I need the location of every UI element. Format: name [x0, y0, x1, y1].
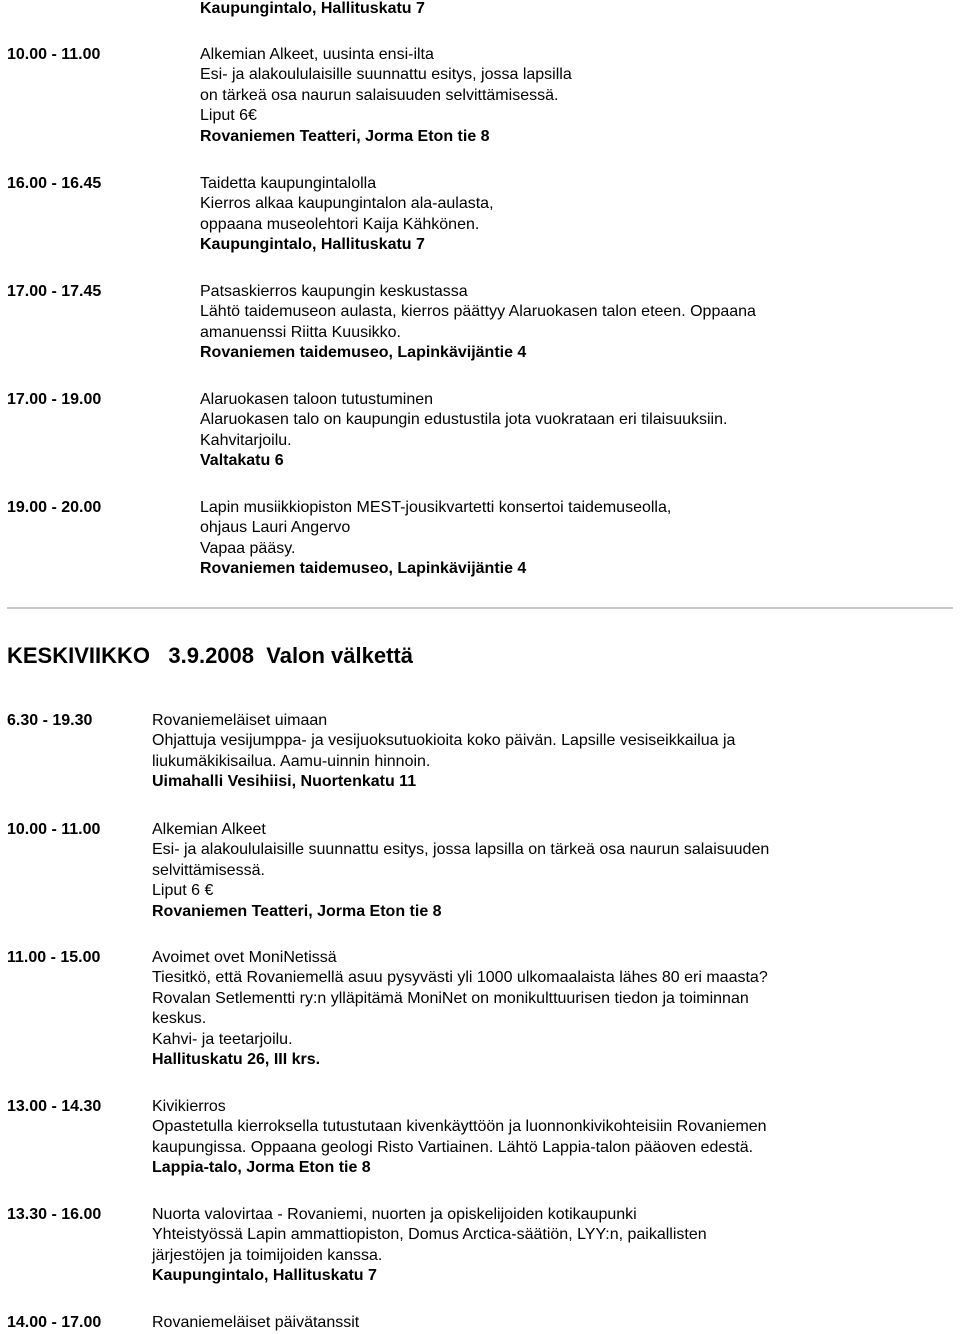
event-title: Rovaniemeläiset päivätanssit: [152, 1314, 360, 1331]
event-desc-line: Lähtö taidemuseon aulasta, kierros päättyy Alaruokasen talon eteen. Oppaana: [200, 303, 756, 321]
event-title: Nuorta valovirtaa - Rovaniemi, nuorten ja opiskelijoiden kotikaupunki: [152, 1206, 637, 1223]
section-divider: [7, 607, 953, 609]
event-title: Alkemian Alkeet, uusinta ensi-ilta: [200, 46, 434, 63]
event-location: Rovaniemen taidemuseo, Lapinkävijäntie 4: [200, 344, 527, 362]
event-desc-line: Esi- ja alakoululaisille suunnattu esitys, jossa lapsilla on tärkeä osa naurun salaisuuden: [152, 841, 770, 859]
event-desc-line: Tiesitkö, että Rovaniemellä asuu pysyvästi yli 1000 ulkomaalaista lähes 80 eri maasta?: [152, 969, 768, 987]
event-desc-line: Rovalan Setlementti ry:n ylläpitämä MoniNet on monikulttuurisen tiedon ja toiminnan: [152, 989, 749, 1007]
event-desc-line: Alaruokasen talo on kaupungin edustustila jota vuokrataan eri tilaisuuksiin.: [200, 411, 728, 429]
event-desc-line: Opastetulla kierroksella tutustutaan kivenkäyttöön ja luonnonkivikohteisiin Rovaniemen: [152, 1118, 767, 1136]
event-title: Patsaskierros kaupungin keskustassa: [200, 283, 468, 300]
event-desc-line: ohjaus Lauri Angervo: [200, 519, 351, 537]
event-time: 16.00 - 16.45: [7, 175, 102, 192]
event-desc-line: liukumäkikisailua. Aamu-uinnin hinnoin.: [152, 752, 431, 770]
event-desc-line: järjestöjen ja toimijoiden kanssa.: [152, 1246, 383, 1264]
event-desc-line: Liput 6€: [200, 107, 257, 125]
event-location: Kaupungintalo, Hallituskatu 7: [152, 1267, 377, 1285]
event-time: 17.00 - 19.00: [7, 391, 102, 408]
event-title: Kivikierros: [152, 1098, 226, 1115]
event-desc-line: Yhteistyössä Lapin ammattiopiston, Domus Arctica-säätiön, LYY:n, paikallisten: [152, 1226, 707, 1244]
event-location: Rovaniemen Teatteri, Jorma Eton tie 8: [152, 902, 442, 920]
event-title: Rovaniemeläiset uimaan: [152, 712, 328, 729]
event-time: 13.30 - 16.00: [7, 1206, 102, 1223]
event-desc-line: Esi- ja alakoululaisille suunnattu esitys, jossa lapsilla: [200, 66, 572, 84]
event-time: 13.00 - 14.30: [7, 1098, 102, 1115]
event-title: Alaruokasen taloon tutustuminen: [200, 391, 434, 408]
event-title: Lapin musiikkiopiston MEST-jousikvartetti konsertoi taidemuseolla,: [200, 499, 672, 516]
event-desc-line: amanuenssi Riitta Kuusikko.: [200, 323, 401, 341]
event-location: Rovaniemen Teatteri, Jorma Eton tie 8: [200, 127, 490, 145]
event-time: 10.00 - 11.00: [7, 821, 101, 838]
event-desc-line: oppaana museolehtori Kaija Kähkönen.: [200, 215, 480, 233]
event-title: Alkemian Alkeet: [152, 821, 266, 838]
day-name: KESKIVIIKKO: [7, 643, 151, 668]
event-location: Rovaniemen taidemuseo, Lapinkävijäntie 4: [200, 560, 527, 578]
event-title: Avoimet ovet MoniNetissä: [152, 949, 337, 966]
day-date: 3.9.2008: [168, 643, 255, 668]
day-heading: [7, 642, 413, 670]
event-desc-line: on tärkeä osa naurun salaisuuden selvittämisessä.: [200, 86, 559, 104]
event-desc-line: keskus.: [152, 1010, 207, 1028]
event-time: 10.00 - 11.00: [7, 46, 101, 63]
event-desc-line: Kahvitarjoilu.: [200, 431, 292, 449]
event-desc-line: Kahvi- ja teetarjoilu.: [152, 1030, 293, 1048]
event-title: Taidetta kaupungintalolla: [200, 175, 377, 192]
event-location: Kaupungintalo, Hallituskatu 7: [200, 0, 425, 17]
event-desc-line: Vapaa pääsy.: [200, 539, 296, 557]
event-location: Uimahalli Vesihiisi, Nuortenkatu 11: [152, 773, 417, 791]
event-desc-line: Liput 6 €: [152, 882, 214, 900]
event-time: 11.00 - 15.00: [7, 949, 101, 966]
event-location: Kaupungintalo, Hallituskatu 7: [200, 236, 425, 254]
event-time: 14.00 - 17.00: [7, 1314, 102, 1331]
event-time: 19.00 - 20.00: [7, 499, 102, 516]
event-time: 6.30 - 19.30: [7, 712, 93, 729]
event-location: Lappia-talo, Jorma Eton tie 8: [152, 1159, 371, 1177]
event-location: Hallituskatu 26, III krs.: [152, 1051, 321, 1069]
event-time: 17.00 - 17.45: [7, 283, 102, 300]
event-location: Valtakatu 6: [200, 452, 284, 470]
event-desc-line: selvittämisessä.: [152, 861, 265, 879]
event-desc-line: kaupungissa. Oppaana geologi Risto Vartiainen. Lähtö Lappia-talon pääoven edestä.: [152, 1138, 754, 1156]
event-desc-line: Kierros alkaa kaupungintalon ala-aulasta,: [200, 195, 494, 213]
event-desc-line: Ohjattuja vesijumppa- ja vesijuoksutuokioita koko päivän. Lapsille vesiseikkailua ja: [152, 732, 736, 750]
day-theme: Valon välkettä: [266, 643, 413, 668]
